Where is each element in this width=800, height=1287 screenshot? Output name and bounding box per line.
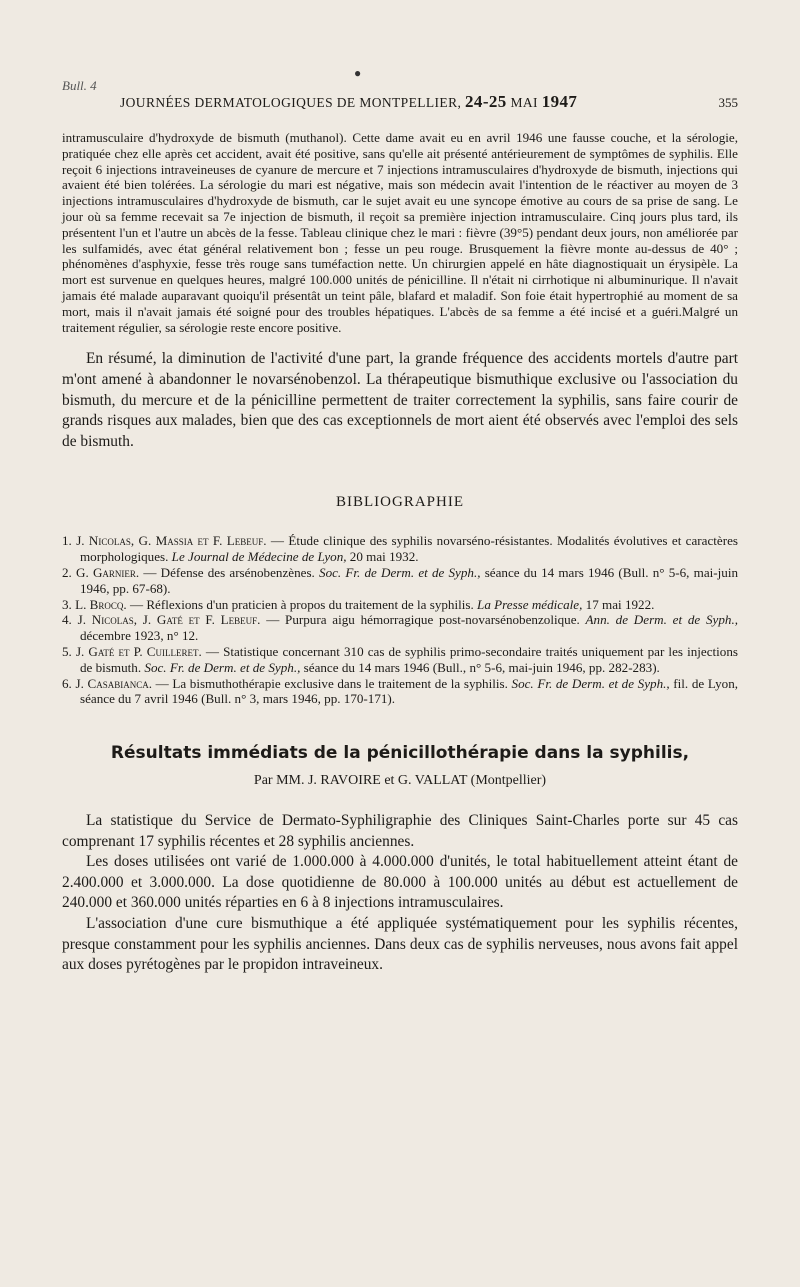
reference-item: 6. J. Casabianca. — La bismuthothérapie exclusive dans le traitement de la syphilis. Soc. Fr. de Derm. et de Syph., fil. de Lyon, séance du 7 avril 1946 (Bull. n° 3, mars 1946, pp. 170-171).: [62, 675, 739, 707]
reference-authors: J. Nicolas, J. Gaté et F. Lebeuf.: [77, 612, 261, 628]
reference-authors: L. Brocq.: [75, 596, 127, 612]
journal-month: MAI: [510, 95, 538, 110]
reference-authors: G. Garnier.: [76, 564, 140, 580]
reference-source: Soc. Fr. de Derm. et de Syph.,: [319, 564, 481, 580]
article-paragraph: La statistique du Service de Dermato-Syphiligraphie des Cliniques Saint-Charles porte sur 45 cas comprenant 17 syphilis récentes et 28 syphilis anciennes.: [62, 812, 738, 850]
reference-source: Soc. Fr. de Derm. et de Syph.,: [144, 659, 301, 675]
article-paragraph: Les doses utilisées ont varié de 1.000.000 à 4.000.000 d'unités, le total habituellement atteint étant de 2.400.000 et 3.000.000. La dose quotidienne de 80.000 à 100.000 unités au début est actuellement de 240.000 et 360.000 unités réparties en 6 à 8 injections intramusculaires.: [62, 853, 738, 912]
reference-item: 4. J. Nicolas, J. Gaté et F. Lebeuf. — Purpura aigu hémorragique post-novarsénobenzolique. Ann. de Derm. et de Syph., décembre 1923, n° 12.: [62, 612, 739, 644]
reference-item: 3. L. Brocq. — Réflexions d'un praticien à propos du traitement de la syphilis. La Presse médicale, 17 mai 1922.: [62, 596, 655, 612]
reference-source: Le Journal de Médecine de Lyon,: [171, 549, 347, 565]
reference-authors: J. Casabianca.: [75, 675, 152, 691]
reference-item: 2. G. Garnier. — Défense des arsénobenzènes. Soc. Fr. de Derm. et de Syph., séance du 14 mars 1946 (Bull. n° 5-6, mai-juin 1946, pp. 67-68).: [62, 564, 739, 596]
summary-paragraph: En résumé, la diminution de l'activité d'une part, la grande fréquence des accidents mortels d'autre part m'ont amené à abandonner le novarsénobenzol. La thérapeutique bismuthique exclusive ou l'association du bismuth, du mercure et de la pénicilline permettent de traiter correctement la syphilis, sans faire courir de grands risques aux malades, bien que des cas exceptionnels de mort aient été observés avec l'emploi des sels de bismuth.: [62, 350, 738, 450]
reference-source: Ann. de Derm. et de Syph.,: [585, 612, 739, 628]
reference-item: 5. J. Gaté et P. Cuilleret. — Statistique concernant 310 cas de syphilis primo-secondaire traités uniquement par les injections de bismuth. Soc. Fr. de Derm. et de Syph., séance du 14 mars 1946 (Bull., n° 5-6, mai-juin 1946, pp. 282-283).: [62, 643, 738, 675]
reference-source: Soc. Fr. de Derm. et de Syph.,: [511, 675, 670, 691]
ink-dot: ●: [354, 66, 362, 80]
article-authors: Par MM. J. RAVOIRE et G. VALLAT (Montpellier): [253, 773, 547, 789]
page-number: 355: [718, 95, 738, 110]
journal-year: 1947: [541, 92, 578, 111]
reference-authors: J. Gaté et P. Cuilleret.: [75, 643, 202, 659]
article-title: Résultats immédiats de la pénicillothérapie dans la syphilis,: [110, 743, 690, 764]
reference-authors: J. Nicolas, G. Massia et F. Lebeuf.: [76, 533, 267, 549]
bulletin-mark: Bull. 4: [62, 78, 97, 93]
running-header: [62, 92, 738, 112]
case-report-paragraph: intramusculaire d'hydroxyde de bismuth (muthanol). Cette dame avait eu en avril 1946 une fausse couche, et la sérologie, pratiquée chez elle après cet accident, avait été positive, sans qu'elle ait présenté antérieurement de symptômes de syphilis. Elle reçoit 6 injections intraveineuses de cyanure de mercure et 7 injections intramusculaires d'hydroxyde de bismuth, injections qui avaient été bien tolérées. La sérologie du mari est négative, mais son médecin avait l'intention de le réactiver au moyen de 3 injections intramusculaires d'hydroxyde de bismuth, car le sujet avait eu une syncope émotive au cours de sa prise de sang. Le jour où sa femme recevait sa 7e injection de bismuth, il reçoit sa première injection intramusculaire. Cinq jours plus tard, ils présentent l'un et l'autre un abcès de la fesse. Tableau clinique chez le mari : fièvre (39°5) pendant deux jours, non améliorée par les sulfamidés, avec état général relativement bon ; fesse un peu rouge. Brusquement la fièvre monte au-dessus de 40° ; phénomènes d'asphyxie, fesse très rouge sans tuméfaction nette. Un chirurgien appelé en hâte diagnostiquait un érysipèle. La mort est survenue en quelques heures, malgré 100.000 unités de pénicilline. Il n'était ni cirrhotique ni albuminurique. Il n'avait jamais été malade auparavant quoiqu'il présentât un teint pâle, blafard et maladif. Son foie était hypertrophié au moment de sa mort, mais il n'avait jamais été soigné pour des troubles hépatiques. L'abcès de sa femme a été incisé et a guéri.Malgré un traitement régulier, sa sérologie reste encore positive.: [62, 130, 738, 335]
journal-title: [120, 92, 577, 112]
bibliography-list: [62, 533, 738, 707]
article-paragraph: L'association d'une cure bismuthique a été appliquée systématiquement pour les syphilis récentes, presque constamment pour les syphilis anciennes. Dans deux cas de syphilis nerveuses, nous avons fait appel aux doses pyrétogènes par le propidon intraveineux.: [62, 915, 738, 974]
bibliography-heading: BIBLIOGRAPHIE: [336, 494, 464, 511]
page-body: [62, 130, 738, 976]
reference-item: 1. J. Nicolas, G. Massia et F. Lebeuf. — Étude clinique des syphilis novarséno-résistantes. Modalités évolutives et caractères morphologiques. Le Journal de Médecine de Lyon, 20 mai 1932.: [62, 533, 738, 565]
journal-dates: 24-25: [465, 92, 507, 111]
reference-source: La Presse médicale,: [477, 596, 583, 612]
journal-title-prefix: JOURNÉES DERMATOLOGIQUES DE MONTPELLIER,: [120, 95, 462, 110]
